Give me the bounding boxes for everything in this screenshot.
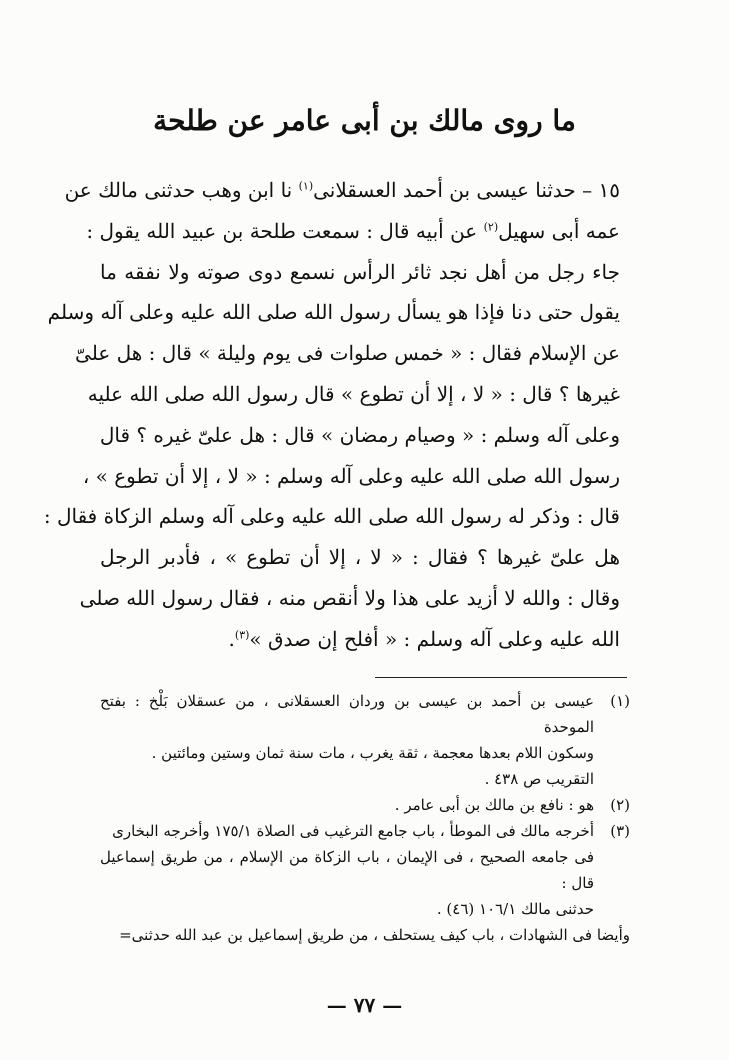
hadith-line: وقال : والله لا أزيد على هذا ولا أنقص منه ، فقال رسول الله صلى [79, 585, 620, 610]
footnote-ref[interactable]: (١) [298, 179, 314, 193]
hadith-line: عمه أبى سهيل$^{(٢)}$ عن أبيه قال : سمعت طلحة بن عبيد الله يقول : [86, 218, 620, 243]
footnote-separator [375, 677, 627, 678]
footnote-continuation: وأيضا فى الشهادات ، باب كيف يستحلف ، من طريق إسماعيل بن عبد الله حدثنى= [119, 926, 630, 944]
footnote-2 [100, 792, 630, 818]
footnote-ref[interactable]: (٢) [483, 220, 499, 234]
hadith-line: يقول حتى دنا فإذا هو يسأل رسول الله صلى الله عليه وعلى آله وسلم [47, 300, 620, 325]
footnote-number: (٣) [610, 822, 630, 840]
hadith-line: غيرها ؟ قال : « لا ، إلا أن تطوع » قال رسول الله صلى الله عليه [87, 381, 620, 406]
hadith-line: جاء رجل من أهل نجد ثائر الرأس نسمع دوى صوته ولا نفقه ما [100, 259, 620, 284]
hadith-line: وعلى آله وسلم : « وصيام رمضان » قال : هل علىّ غيره ؟ قال [99, 422, 620, 447]
hadith-number: ١٥ – [582, 178, 620, 202]
page-number: — ٧٧ — [326, 993, 403, 1017]
footnote-1 [100, 688, 630, 792]
footnote-number: (٢) [610, 796, 630, 814]
hadith-line: عن الإسلام فقال : « خمس صلوات فى يوم وليلة » قال : هل علىّ [75, 341, 620, 366]
footnote-text: أخرجه مالك فى الموطأ ، باب جامع الترغيب فى الصلاة ١٧٥/١ وأخرجه البخارى فى جامعه الصحيح ، فى الإيمان ، باب الزكاة من الإسلام ، من طريق إسماعيل قال : حدثنى مالك ١٠٦/١ (٤٦) . [100, 822, 594, 918]
hadith-line: الله عليه وعلى آله وسلم : « أفلح إن صدق »$^{(٣)}$. [228, 626, 620, 651]
footnote-number: (١) [610, 692, 630, 710]
footnote-text: عيسى بن أحمد بن عيسى بن وردان العسقلانى ، من عسقلان بَلْخ : بفتح الموحدة وسكون اللام بعدها معجمة ، ثقة يغرب ، مات سنة ثمان وستين ومائتين . التقريب ص ٤٣٨ . [100, 692, 594, 788]
footnotes [100, 688, 630, 948]
hadith-text [43, 170, 620, 660]
hadith-line: رسول الله صلى الله عليه وعلى آله وسلم : « لا ، إلا أن تطوع » ، [82, 463, 620, 488]
hadith-line: قال : وذكر له رسول الله صلى الله عليه وعلى آله وسلم الزكاة فقال : [43, 504, 620, 529]
chapter-title: ما روى مالك بن أبى عامر عن طلحة [153, 104, 576, 137]
hadith-line: ١٥ – حدثنا عيسى بن أحمد العسقلانى$^{(١)}$ نا ابن وهب حدثنى مالك عن [64, 178, 620, 202]
footnote-text: هو : نافع بن مالك بن أبى عامر . [394, 796, 594, 814]
footnote-3 [100, 818, 630, 922]
hadith-line: هل علىّ غيرها ؟ فقال : « لا ، إلا أن تطوع » ، فأدبر الرجل [100, 545, 620, 570]
footnote-ref[interactable]: (٣) [234, 628, 250, 642]
